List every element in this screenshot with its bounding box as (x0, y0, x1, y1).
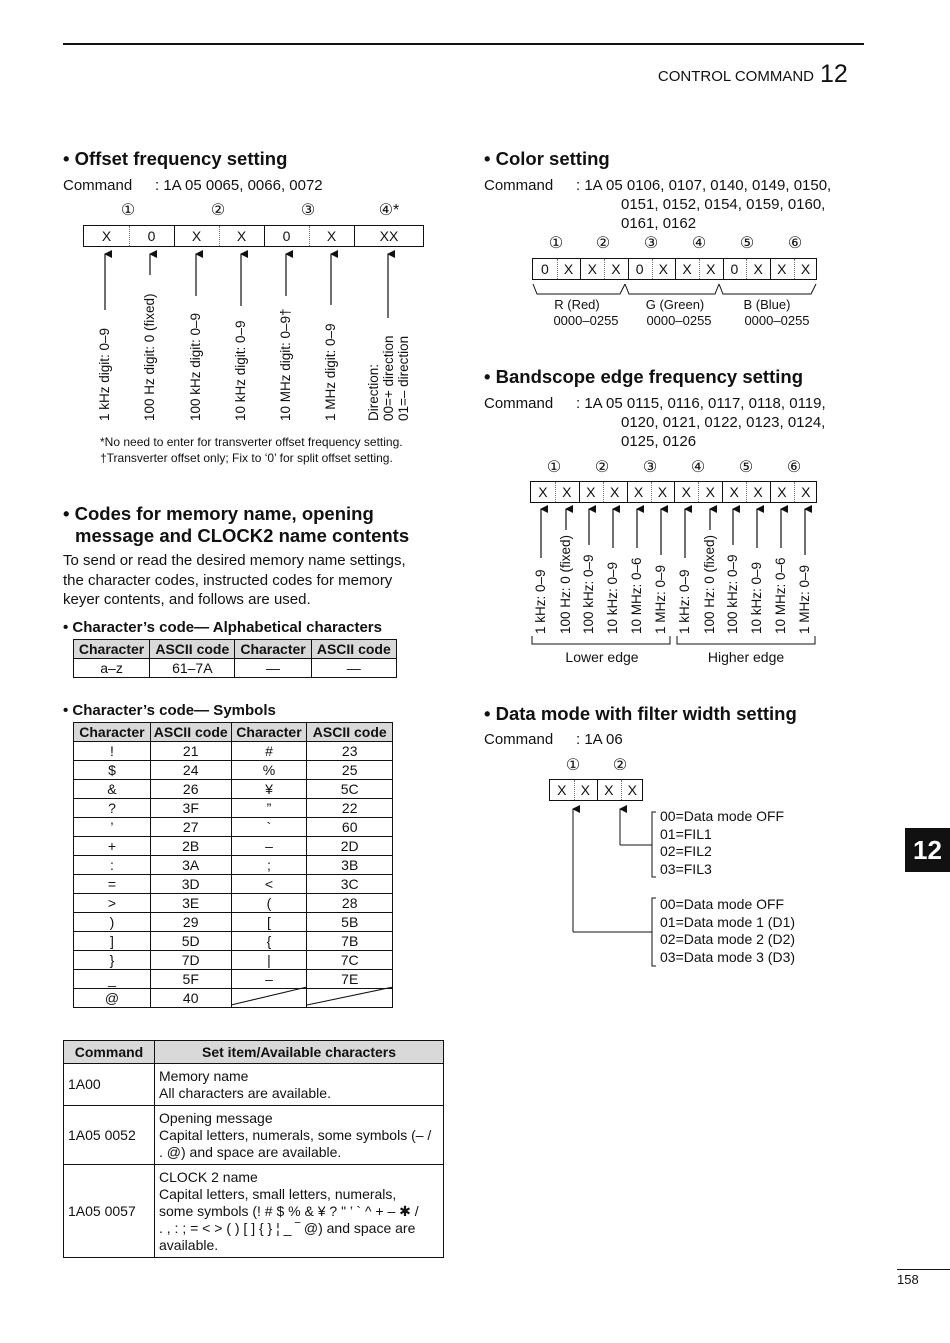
digit-num: ① (546, 459, 562, 476)
code-cell: 0 (147, 228, 156, 244)
code-cell: X (580, 782, 590, 798)
bandscope-label: 10 MHz: 0–6 (773, 557, 788, 634)
digit-num: ① (548, 235, 564, 252)
alpha-title: • Character’s code— Alphabetical characters (63, 619, 382, 636)
offset-label: 1 kHz digit: 0–9 (97, 327, 112, 421)
column-header: ASCII code (307, 723, 393, 742)
offset-label: 100 Hz digit: 0 (fixed) (142, 293, 157, 421)
color-group-name: R (Red) (554, 297, 600, 312)
color-title: • Color setting (484, 148, 610, 169)
bandscope-command: Command : 1A 05 0115, 0116, 0117, 0118, 0119, 0120, 0121, 0122, 0123, 0124, 0125, 0126 (484, 395, 826, 450)
bandscope-label: 100 Hz: 0 (fixed) (702, 534, 717, 634)
color-code-box (532, 258, 817, 280)
page-number-rule (897, 1269, 950, 1270)
code-cell: X (633, 484, 644, 500)
code-cell: X (682, 261, 692, 277)
bandscope-label: 10 kHz: 0–9 (605, 561, 620, 634)
code-cell: X (627, 782, 637, 798)
table-row: ’ 27 ` 60 (74, 818, 393, 837)
datamode-code-box (549, 779, 643, 801)
offset-label: 10 kHz digit: 0–9 (233, 320, 248, 421)
column-header: Set item/Available characters (155, 1041, 444, 1064)
digit-num: ④ (690, 459, 706, 476)
digit-num: ③ (642, 459, 658, 476)
column-header: ASCII code (311, 640, 396, 659)
color-group-name: G (Green) (645, 297, 705, 312)
offset-label: 00=+ direction (381, 335, 396, 421)
chapter-tab: 12 (905, 828, 950, 872)
code-cell: X (586, 484, 596, 500)
command-values: : 1A 05 0065, 0066, 0072 (155, 177, 323, 194)
column-header: ASCII code (150, 640, 235, 659)
column-header: Command (64, 1041, 155, 1064)
command-label: Command (63, 177, 133, 194)
code-cell: X (729, 484, 739, 500)
color-group-range: 0000–0255 (646, 313, 712, 328)
code-cell: X (800, 261, 811, 277)
command-label: Command (484, 395, 554, 412)
offset-label: 01=– direction (396, 335, 411, 421)
higher-edge-label: Higher edge (707, 649, 785, 665)
bandscope-label: 100 kHz: 0–9 (725, 554, 740, 634)
bandscope-label: 10 MHz: 0–6 (629, 557, 644, 634)
digit-num: ① (120, 202, 136, 219)
offset-note: †Transverter offset only; Fix to ‘0’ for split offset setting. (100, 451, 393, 465)
code-cell: 0 (282, 228, 291, 244)
bandscope-label: 1 MHz: 0–9 (797, 564, 812, 634)
offset-label: 100 kHz digit: 0–9 (188, 312, 203, 421)
table-row: ] 5D { 7B (74, 932, 393, 951)
code-cell: X (777, 261, 787, 277)
digit-num: ③ (643, 235, 659, 252)
codes-title: • Codes for memory name, opening (63, 503, 374, 524)
table-row: $ 24 % 25 (74, 761, 393, 780)
offset-label: 10 MHz digit: 0–9† (278, 308, 293, 421)
code-cell: X (706, 261, 716, 277)
code-cell: 0 (730, 261, 739, 277)
code-cell: X (658, 261, 669, 277)
table-row: > 3E ( 28 (74, 894, 393, 913)
table-row: 1A05 0057 CLOCK 2 name Capital letters, small letters, numerals, some symbols (! # $ % & ¥ ? " ’ ` ^ + – ✱ / . , : ; = < > ( ) [ ] { } ¦ _ ‾ @) and space are available. (64, 1165, 444, 1258)
table-row: } 7D | 7C (74, 951, 393, 970)
code-cell: X (562, 484, 572, 500)
table-row: + 2B – 2D (74, 837, 393, 856)
code-cell: X (681, 484, 691, 500)
table-row: ) 29 [ 5B (74, 913, 393, 932)
code-cell: X (563, 261, 574, 277)
color-group-name: B (Blue) (743, 297, 791, 312)
symbols-title: • Character’s code— Symbols (63, 702, 276, 719)
column-header: Character (235, 640, 311, 659)
datamode-command: Command : 1A 06 (484, 731, 623, 748)
code-cell: XX (379, 228, 399, 244)
table-row: = 3D < 3C (74, 875, 393, 894)
bandscope-label: 100 kHz: 0–9 (581, 554, 596, 634)
digit-num: ③ (300, 202, 316, 219)
code-cell: X (777, 484, 787, 500)
table-row: & 26 ¥ 5C (74, 780, 393, 799)
digit-num: ⑤ (738, 459, 754, 476)
table-row: ! 21 # 23 (74, 742, 393, 761)
code-cell: X (705, 484, 715, 500)
code-cell: X (753, 261, 763, 277)
offset-label: Direction: (366, 363, 381, 421)
code-cell: X (557, 782, 567, 798)
code-cell: 0 (635, 261, 644, 277)
code-cell: X (538, 484, 548, 500)
command-label: Command (484, 731, 554, 748)
symbols-table (73, 722, 393, 1008)
digit-num: ② (594, 459, 610, 476)
bandscope-label: 1 MHz: 0–9 (653, 564, 668, 634)
page-number: 158 (897, 1272, 919, 1287)
table-row: @ 40 (74, 989, 393, 1008)
bandscope-label: 1 kHz: 0–9 (677, 569, 692, 634)
digit-num: ② (595, 235, 611, 252)
command-table (63, 1040, 444, 1258)
code-cell: X (236, 228, 247, 244)
table-row: : 3A ; 3B (74, 856, 393, 875)
codes-paragraph: To send or read the desired memory name settings, the character codes, instructed codes for memory keyer contents, and follows are used. (63, 552, 406, 608)
color-command: Command : 1A 05 0106, 0107, 0140, 0149, 0150, 0151, 0152, 0154, 0159, 0160, 0161, 0162 (484, 177, 832, 232)
table-row: _ 5F – 7E (74, 970, 393, 989)
command-label: Command (484, 177, 554, 194)
bandscope-code-box (530, 481, 817, 503)
code-cell: X (753, 484, 763, 500)
bandscope-label: 1 kHz: 0–9 (533, 569, 548, 634)
offset-note: *No need to enter for transverter offset frequency setting. (100, 435, 403, 449)
mode-options: 00=Data mode OFF 01=Data mode 1 (D1) 02=Data mode 2 (D2) 03=Data mode 3 (D3) (660, 896, 796, 965)
bandscope-label: 100 Hz: 0 (fixed) (558, 534, 573, 634)
offset-title: • Offset frequency setting (63, 148, 288, 169)
code-cell: X (604, 782, 614, 798)
code-cell: X (611, 261, 621, 277)
table-row: 1A00 Memory name All characters are available. (64, 1064, 444, 1106)
column-header: Character (74, 723, 151, 742)
table-row: ? 3F ” 22 (74, 799, 393, 818)
column-header: ASCII code (150, 723, 231, 742)
codes-title: message and CLOCK2 name contents (75, 525, 410, 546)
alpha-table (73, 639, 397, 678)
code-cell: X (191, 228, 202, 244)
digit-num: ⑤ (739, 235, 755, 252)
digit-num: ⑥ (786, 459, 802, 476)
code-cell: X (101, 228, 112, 244)
filter-options: 00=Data mode OFF 01=FIL1 02=FIL2 03=FIL3 (660, 808, 785, 877)
bandscope-title: • Bandscope edge frequency setting (484, 366, 803, 387)
column-header: Character (231, 723, 307, 742)
table-row: 1A05 0052 Opening message Capital letters, numerals, some symbols (– / . @) and space are available. (64, 1106, 444, 1165)
code-cell: X (587, 261, 597, 277)
column-header: Character (74, 640, 150, 659)
digit-num: ② (210, 202, 226, 219)
digit-num: ④ (691, 235, 707, 252)
digit-num: ⑥ (787, 235, 803, 252)
code-cell: X (657, 484, 668, 500)
datamode-title: • Data mode with filter width setting (484, 703, 797, 724)
bandscope-label: 10 kHz: 0–9 (749, 561, 764, 634)
chapter-number: 12 (820, 60, 848, 88)
color-group-range: 0000–0255 (744, 313, 810, 328)
lower-edge-label: Lower edge (565, 649, 639, 665)
digit-num: ① (565, 757, 581, 774)
code-cell: X (801, 484, 811, 500)
section-title: CONTROL COMMAND (657, 68, 814, 85)
code-cell: X (609, 484, 620, 500)
code-cell: X (326, 228, 337, 244)
code-cell: 0 (540, 261, 549, 277)
table-row: a–z 61–7A — — (74, 659, 397, 678)
digit-num: ② (612, 757, 628, 774)
color-group-range: 0000–0255 (553, 313, 619, 328)
digit-num: ④* (378, 202, 400, 219)
offset-label: 1 MHz digit: 0–9 (323, 323, 338, 421)
